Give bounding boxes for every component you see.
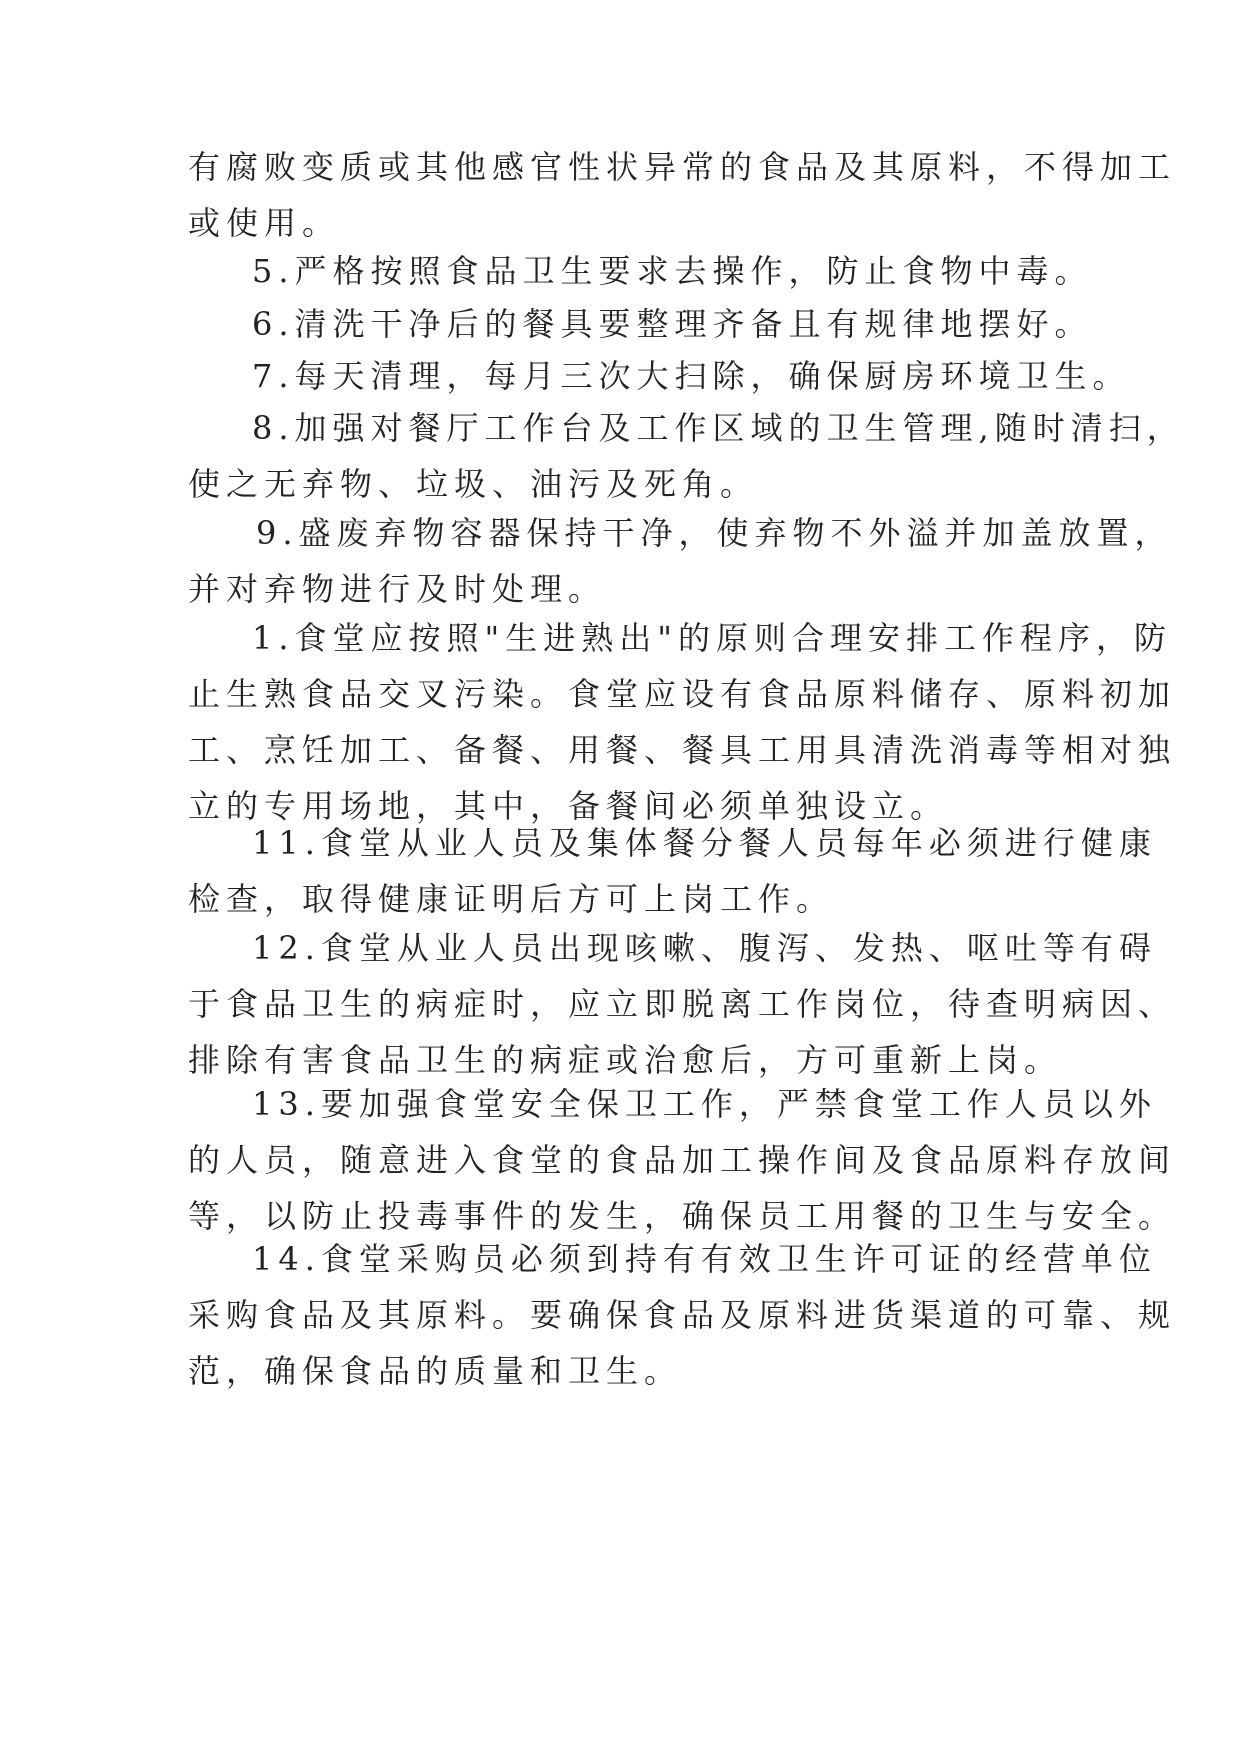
text-line: 范，确保食品的质量和卫生。 (188, 1352, 683, 1390)
text-line: 等，以防止投毒事件的发生，确保员工用餐的卫生与安全。 (188, 1197, 1177, 1235)
paragraph-item-11 (188, 815, 1157, 927)
paragraph-item-14 (188, 1231, 1177, 1399)
paragraph-item-13 (188, 1076, 1177, 1244)
paragraph-item-6 (188, 296, 1093, 352)
text-line: 7.每天清理，每月三次大扫除，确保厨房环境卫生。 (252, 357, 1131, 395)
text-line: 止生熟食品交叉污染。食堂应设有食品原料储存、原料初加 (188, 675, 1177, 713)
paragraph-item-1 (188, 610, 1177, 834)
text-line: 有腐败变质或其他感官性状异常的食品及其原料，不得加工 (188, 148, 1177, 186)
text-line: 采购食品及其原料。要确保食品及原料进货渠道的可靠、规 (188, 1296, 1177, 1334)
text-line: 11.食堂从业人员及集体餐分餐人员每年必须进行健康 (252, 824, 1157, 862)
text-line: 排除有害食品卫生的病症或治愈后，方可重新上岗。 (188, 1041, 1063, 1079)
text-line: 并对弃物进行及时处理。 (188, 570, 607, 608)
text-line: 14.食堂采购员必须到持有有效卫生许可证的经营单位 (252, 1240, 1157, 1278)
paragraph-item-5 (188, 243, 1093, 299)
text-line: 6.清洗干净后的餐具要整理齐备且有规律地摆好。 (252, 305, 1093, 343)
text-line: 使之无弃物、垃圾、油污及死角。 (188, 465, 759, 503)
text-line: 5.严格按照食品卫生要求去操作，防止食物中毒。 (252, 252, 1093, 290)
text-line: 于食品卫生的病症时，应立即脱离工作岗位，待查明病因、 (188, 985, 1177, 1023)
paragraph-item-12 (188, 920, 1177, 1088)
text-line: 的人员，随意进入食堂的食品加工操作间及食品原料存放间 (188, 1141, 1177, 1179)
text-line: 8.加强对餐厅工作台及工作区域的卫生管理,随时清扫， (252, 409, 1185, 447)
paragraph-item-9 (188, 505, 1173, 617)
text-line: 工、烹饪加工、备餐、用餐、餐具工用具清洗消毒等相对独 (188, 731, 1177, 769)
text-line: 12.食堂从业人员出现咳嗽、腹泻、发热、呕吐等有碍 (252, 929, 1157, 967)
paragraph-item-7 (188, 348, 1131, 404)
text-line: 立的专用场地，其中，备餐间必须单独设立。 (188, 787, 949, 825)
text-line: 1.食堂应按照"生进熟出"的原则合理安排工作程序，防 (252, 619, 1172, 657)
text-line: 或使用。 (188, 204, 341, 242)
paragraph-continuation (188, 139, 1177, 251)
text-line: 9.盛废弃物容器保持干净，使弃物不外溢并加盖放置， (256, 514, 1173, 552)
text-line: 检查，取得健康证明后方可上岗工作。 (188, 880, 835, 918)
text-line: 13.要加强食堂安全保卫工作，严禁食堂工作人员以外 (252, 1085, 1157, 1123)
paragraph-item-8 (188, 400, 1185, 512)
